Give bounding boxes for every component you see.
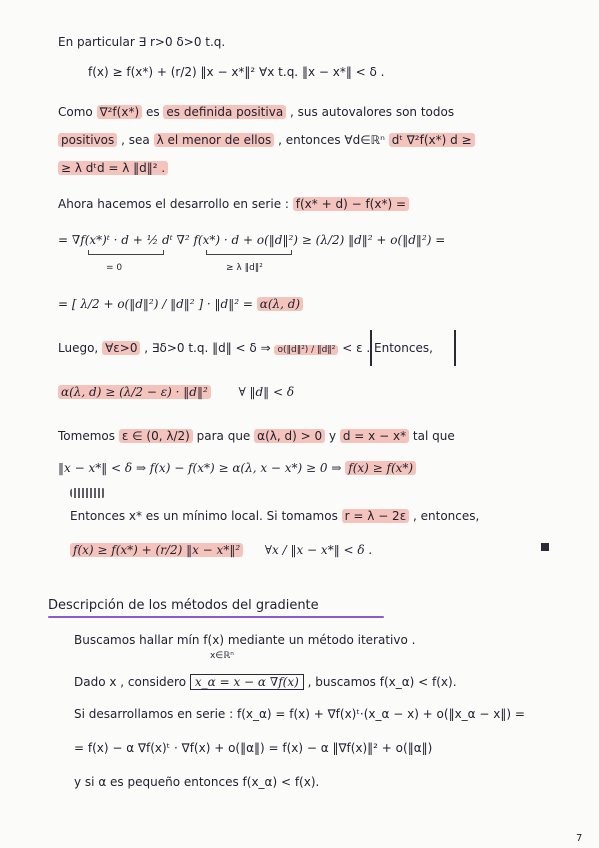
hl-d-def: d = x − x* bbox=[340, 429, 409, 443]
boxed-iteration: x_α = x − α ∇f(x) bbox=[190, 674, 304, 690]
label-lambda-bound: ≥ λ ‖d‖² bbox=[226, 263, 263, 273]
qed-square-icon bbox=[541, 543, 549, 551]
line-desarrollo bbox=[58, 196, 409, 212]
text-y: y bbox=[328, 429, 337, 443]
line-tomemos bbox=[58, 428, 455, 444]
hl-lambda-norm: ≥ λ dᵗd = λ ‖d‖² . bbox=[58, 161, 168, 175]
hl-hessian: ∇²f(x*) bbox=[97, 105, 143, 119]
label-zero: = 0 bbox=[106, 263, 123, 273]
hl-epsilon: ∀ε>0 bbox=[102, 341, 140, 355]
text-dado: Dado x , considero bbox=[74, 675, 187, 689]
text-sea: , sea bbox=[121, 133, 150, 147]
hl-final-inequality: f(x) ≥ f(x*) + (r/2) ‖x − x*‖² bbox=[70, 543, 243, 557]
text-taylor: = ∇f(x*)ᵗ · d + ½ dᵗ ∇² f(x*) · d + o(‖d‖²) ≥ bbox=[58, 233, 312, 247]
line-lambda-d bbox=[58, 160, 168, 176]
line-final-inequality bbox=[70, 542, 372, 558]
underbrace-hessian bbox=[206, 250, 292, 255]
text-delta: , ∃δ>0 t.q. ‖d‖ < δ ⇒ bbox=[144, 341, 271, 355]
hl-lambda-menor: λ el menor de ellos bbox=[154, 133, 275, 147]
page-number: 7 bbox=[576, 833, 583, 844]
subscript-domain: x∈ℝⁿ bbox=[210, 651, 234, 661]
line-alpha-def bbox=[58, 296, 303, 312]
text-tomemos: Tomemos bbox=[58, 429, 115, 443]
hl-conclusion: f(x) ≥ f(x*) bbox=[345, 461, 416, 475]
line-implication bbox=[58, 460, 416, 476]
text-for-all-d: ∀ ‖d‖ < δ bbox=[238, 385, 295, 399]
hl-alpha-positive: α(λ, d) > 0 bbox=[254, 429, 325, 443]
text-luego: Luego, bbox=[58, 341, 99, 355]
underbrace-gradient bbox=[88, 250, 164, 255]
text-final-condition: ∀x / ‖x − x*‖ < δ . bbox=[264, 543, 373, 557]
crossed-out-word bbox=[70, 488, 106, 498]
line-positivos bbox=[58, 132, 475, 148]
line-dado bbox=[74, 674, 457, 690]
hl-taylor-lhs: f(x* + d) − f(x*) = bbox=[293, 197, 409, 211]
text-es: es bbox=[145, 105, 164, 119]
text-implication: ‖x − x*‖ < δ ⇒ f(x) − f(x*) ≥ α(λ, x − x*) ≥ 0 ⇒ bbox=[58, 461, 342, 475]
hl-alpha-bound: α(λ, d) ≥ (λ/2 − ε) · ‖d‖² bbox=[58, 385, 211, 399]
line-particular: En particular ∃ r>0 δ>0 t.q. bbox=[58, 35, 226, 49]
line-si-desarrollamos: Si desarrollamos en serie : f(x_α) = f(x) + ∇f(x)ᵗ·(x_α − x) + o(‖x_α − x‖) = bbox=[74, 707, 525, 721]
hl-epsilon-interval: ε ∈ (0, λ/2) bbox=[119, 429, 193, 443]
hl-positivos: positivos bbox=[58, 133, 117, 147]
line-como bbox=[58, 104, 454, 120]
text-taylor-bound: (λ/2) ‖d‖² + o(‖d‖²) = bbox=[315, 233, 446, 247]
line-conclusion: y si α es pequeño entonces f(x_α) < f(x). bbox=[74, 775, 320, 789]
text-para-que: para que bbox=[196, 429, 251, 443]
hl-definida-positiva: es definida positiva bbox=[163, 105, 286, 119]
text-entonces: , entonces ∀d∈ℝⁿ bbox=[278, 133, 385, 147]
line-luego bbox=[58, 340, 433, 358]
line-taylor-expansion bbox=[58, 232, 445, 248]
line-alpha-bound bbox=[58, 384, 294, 400]
text-buscamos-2: , buscamos f(x_α) < f(x). bbox=[307, 675, 457, 689]
line-buscamos: Buscamos hallar mín f(x) mediante un método iterativo . bbox=[74, 633, 416, 647]
text-entonces-3: , entonces, bbox=[413, 509, 480, 523]
text-desarrollo: Ahora hacemos el desarrollo en serie : bbox=[58, 197, 289, 211]
hl-alpha: α(λ, d) bbox=[257, 297, 303, 311]
text-como: Como bbox=[58, 105, 93, 119]
text-entonces-2: < ε . Entonces, bbox=[342, 341, 433, 355]
section-heading: Descripción de los métodos del gradiente bbox=[48, 598, 319, 613]
line-expansion-result: = f(x) − α ∇f(x)ᵗ · ∇f(x) + o(‖α‖) = f(x) − α ‖∇f(x)‖² + o(‖α‖) bbox=[74, 741, 433, 755]
hl-little-o-ratio: o(‖d‖²) / ‖d‖² bbox=[274, 345, 338, 355]
hl-r-def: r = λ − 2ε bbox=[342, 509, 410, 523]
text-bracket: = [ λ/2 + o(‖d‖²) / ‖d‖² ] · ‖d‖² = bbox=[58, 297, 253, 311]
heading-underline bbox=[48, 616, 384, 618]
text-autovalores: , sus autovalores son todos bbox=[290, 105, 455, 119]
text-tal-que: tal que bbox=[412, 429, 455, 443]
line-inequality: f(x) ≥ f(x*) + (r/2) ‖x − x*‖² ∀x t.q. ‖x − x*‖ < δ . bbox=[88, 65, 385, 79]
line-minimo-local bbox=[70, 508, 479, 524]
hl-quadratic-form: dᵗ ∇²f(x*) d ≥ bbox=[389, 133, 475, 147]
text-minimo-local: Entonces x* es un mínimo local. Si tomamos bbox=[70, 509, 338, 523]
